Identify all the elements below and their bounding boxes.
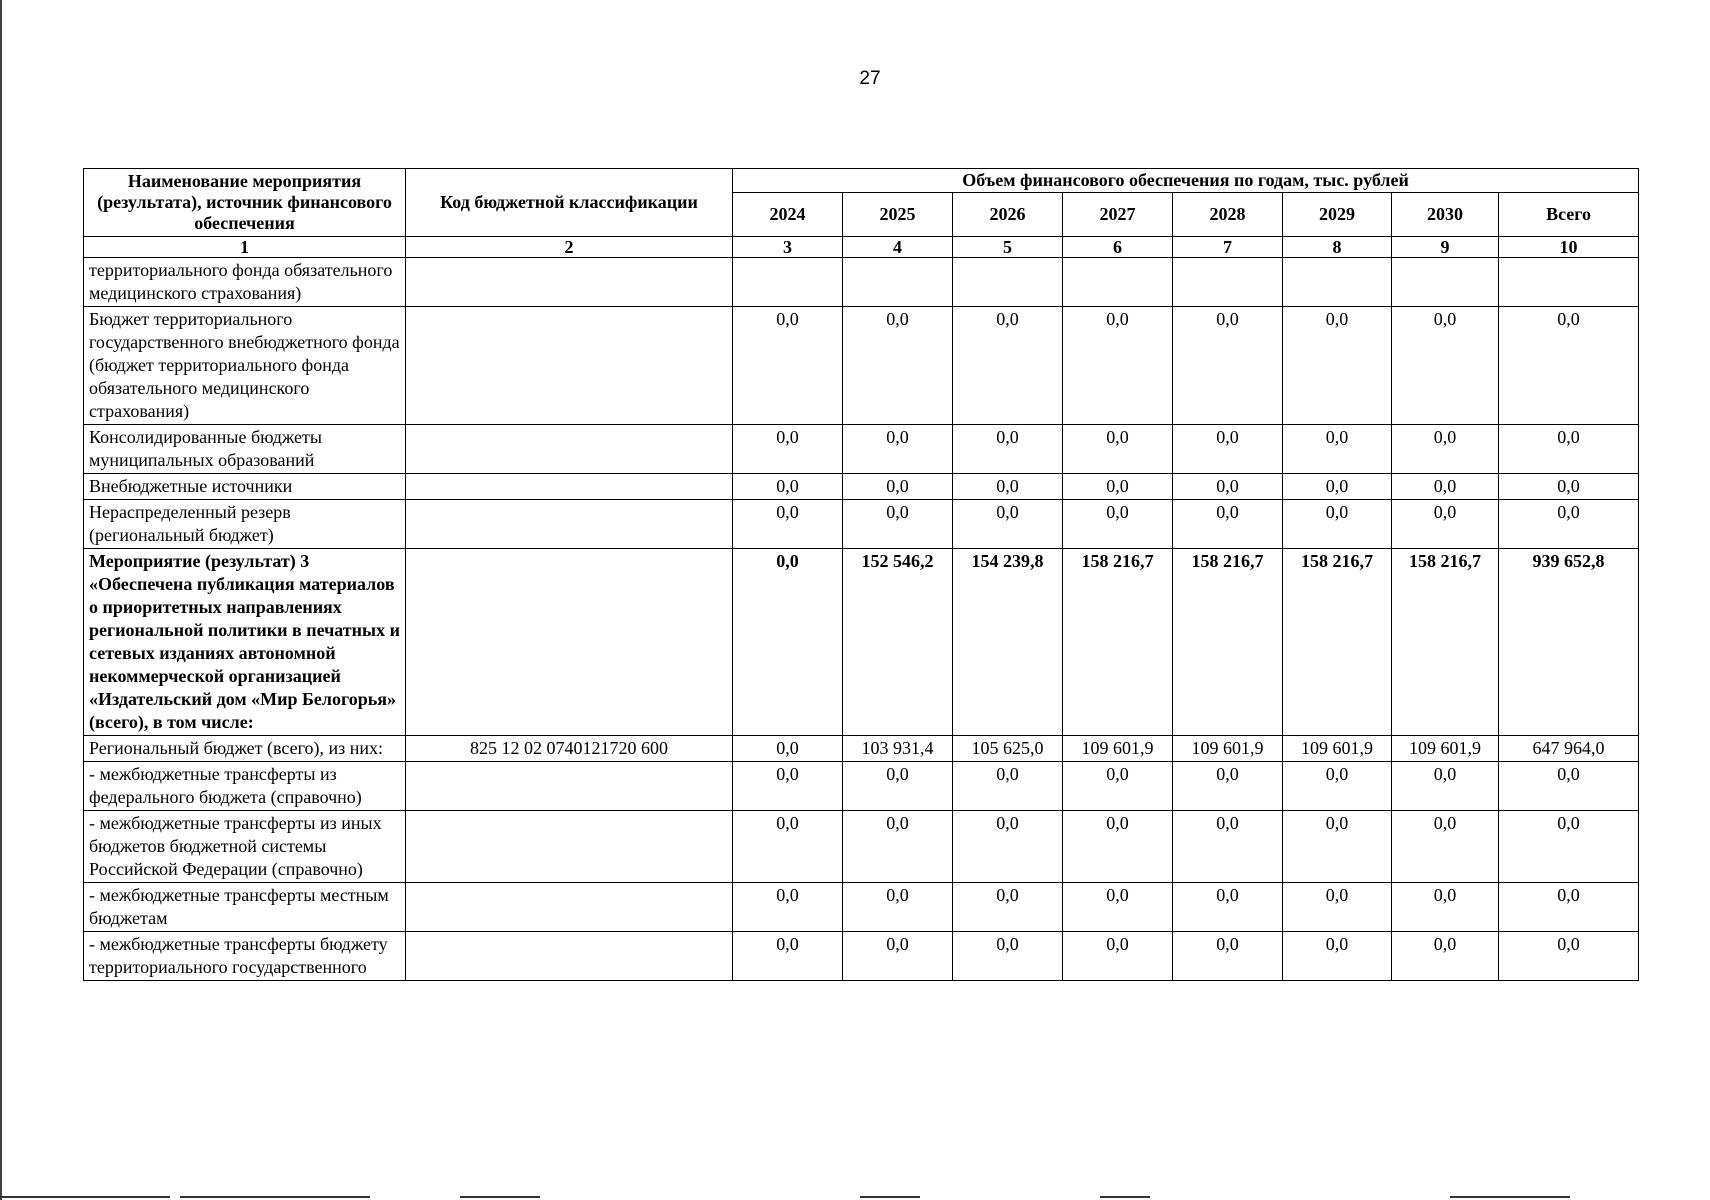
row-year-value: 0,0 — [733, 762, 843, 811]
row-year-value: 0,0 — [733, 474, 843, 500]
row-year-value: 0,0 — [1173, 811, 1283, 883]
row-name: Внебюджетные источники — [84, 474, 406, 500]
row-total-value: 0,0 — [1499, 932, 1639, 981]
row-year-value: 0,0 — [733, 307, 843, 425]
row-total-value: 0,0 — [1499, 811, 1639, 883]
row-name: Бюджет территориального государственного внебюджетного фонда (бюджет территориального фонда обязательного медицинского страхования) — [84, 307, 406, 425]
row-year-value: 0,0 — [733, 932, 843, 981]
column-number: 3 — [733, 237, 843, 258]
page-number: 27 — [859, 68, 881, 89]
row-year-value: 0,0 — [1392, 883, 1499, 932]
row-year-value: 109 601,9 — [1283, 736, 1392, 762]
row-year-value: 0,0 — [1283, 883, 1392, 932]
table-row — [84, 883, 1639, 932]
financing-table — [83, 168, 1639, 981]
row-year-value: 0,0 — [733, 500, 843, 549]
header-year: 2026 — [953, 193, 1063, 237]
row-total-value: 0,0 — [1499, 425, 1639, 474]
header-code: Код бюджетной классификации — [406, 169, 733, 237]
row-year-value: 0,0 — [843, 307, 953, 425]
row-year-value: 0,0 — [1173, 762, 1283, 811]
column-numbers-row — [84, 237, 1639, 258]
row-name: Региональный бюджет (всего), из них: — [84, 736, 406, 762]
row-year-value — [843, 258, 953, 307]
row-year-value: 0,0 — [1392, 762, 1499, 811]
row-year-value: 0,0 — [953, 307, 1063, 425]
row-name: - межбюджетные трансферты бюджету территориального государственного — [84, 932, 406, 981]
table-header — [84, 169, 1639, 237]
row-year-value: 0,0 — [843, 811, 953, 883]
row-year-value: 0,0 — [1283, 932, 1392, 981]
row-code — [406, 762, 733, 811]
row-year-value: 0,0 — [1173, 883, 1283, 932]
column-number: 5 — [953, 237, 1063, 258]
column-number: 6 — [1063, 237, 1173, 258]
row-year-value: 0,0 — [1392, 425, 1499, 474]
row-year-value: 0,0 — [953, 474, 1063, 500]
table-row — [84, 736, 1639, 762]
row-year-value: 0,0 — [1392, 500, 1499, 549]
row-year-value: 0,0 — [1283, 762, 1392, 811]
table-row — [84, 762, 1639, 811]
row-year-value: 0,0 — [1063, 762, 1173, 811]
footer-rule — [180, 1196, 370, 1198]
row-name: Мероприятие (результат) 3 «Обеспечена публикация материалов о приоритетных направлениях региональной политики в печатных и сетевых изданиях автономной некоммерческой организацией «Издательский дом «Мир Белогорья» (всего), в том числе: — [84, 549, 406, 736]
row-year-value: 0,0 — [1063, 932, 1173, 981]
row-year-value: 0,0 — [1283, 500, 1392, 549]
row-code — [406, 500, 733, 549]
row-total-value: 0,0 — [1499, 883, 1639, 932]
row-year-value: 0,0 — [843, 500, 953, 549]
column-number: 8 — [1283, 237, 1392, 258]
row-year-value: 0,0 — [1283, 307, 1392, 425]
row-year-value: 109 601,9 — [1173, 736, 1283, 762]
row-year-value: 0,0 — [1173, 307, 1283, 425]
row-year-value — [1063, 258, 1173, 307]
row-year-value: 105 625,0 — [953, 736, 1063, 762]
row-code — [406, 258, 733, 307]
row-year-value: 0,0 — [953, 811, 1063, 883]
row-year-value: 0,0 — [1283, 425, 1392, 474]
row-year-value: 109 601,9 — [1063, 736, 1173, 762]
header-volume: Объем финансового обеспечения по годам, тыс. рублей — [733, 169, 1639, 193]
scan-edge-line — [0, 0, 2, 1200]
row-year-value: 0,0 — [1063, 811, 1173, 883]
row-year-value: 152 546,2 — [843, 549, 953, 736]
row-year-value: 0,0 — [953, 932, 1063, 981]
row-year-value: 0,0 — [733, 549, 843, 736]
table-row — [84, 307, 1639, 425]
row-year-value: 0,0 — [1173, 932, 1283, 981]
footer-rule — [1450, 1196, 1570, 1198]
row-year-value: 0,0 — [1392, 307, 1499, 425]
row-year-value: 0,0 — [953, 883, 1063, 932]
table-row — [84, 425, 1639, 474]
row-total-value: 0,0 — [1499, 307, 1639, 425]
header-year: 2024 — [733, 193, 843, 237]
column-number: 2 — [406, 237, 733, 258]
table-row — [84, 811, 1639, 883]
footer-rule — [1100, 1196, 1150, 1198]
row-year-value: 0,0 — [843, 932, 953, 981]
row-year-value: 0,0 — [1392, 932, 1499, 981]
column-number: 9 — [1392, 237, 1499, 258]
column-number: 10 — [1499, 237, 1639, 258]
table-row — [84, 932, 1639, 981]
row-year-value: 0,0 — [953, 425, 1063, 474]
row-year-value — [1283, 258, 1392, 307]
row-total-value: 939 652,8 — [1499, 549, 1639, 736]
row-year-value: 0,0 — [843, 883, 953, 932]
row-year-value: 0,0 — [1173, 425, 1283, 474]
header-year: 2025 — [843, 193, 953, 237]
row-total-value: 0,0 — [1499, 474, 1639, 500]
row-year-value: 158 216,7 — [1063, 549, 1173, 736]
row-year-value: 158 216,7 — [1283, 549, 1392, 736]
row-code — [406, 549, 733, 736]
row-year-value: 154 239,8 — [953, 549, 1063, 736]
row-year-value: 158 216,7 — [1392, 549, 1499, 736]
table-row — [84, 549, 1639, 736]
row-total-value: 0,0 — [1499, 500, 1639, 549]
row-name: - межбюджетные трансферты из федерального бюджета (справочно) — [84, 762, 406, 811]
row-year-value: 0,0 — [1173, 474, 1283, 500]
row-year-value: 158 216,7 — [1173, 549, 1283, 736]
row-name: территориального фонда обязательного медицинского страхования) — [84, 258, 406, 307]
header-total: Всего — [1499, 193, 1639, 237]
row-code — [406, 425, 733, 474]
header-name: Наименование мероприятия (результата), источник финансового обеспечения — [84, 169, 406, 237]
row-year-value: 0,0 — [1392, 811, 1499, 883]
row-code — [406, 474, 733, 500]
row-year-value: 0,0 — [733, 736, 843, 762]
row-year-value: 109 601,9 — [1392, 736, 1499, 762]
row-year-value: 0,0 — [1283, 474, 1392, 500]
header-year: 2030 — [1392, 193, 1499, 237]
row-total-value — [1499, 258, 1639, 307]
row-year-value — [1392, 258, 1499, 307]
row-year-value: 0,0 — [1173, 500, 1283, 549]
row-year-value — [953, 258, 1063, 307]
row-code — [406, 307, 733, 425]
row-code: 825 12 02 0740121720 600 — [406, 736, 733, 762]
table-row — [84, 474, 1639, 500]
row-year-value: 0,0 — [843, 425, 953, 474]
column-number: 7 — [1173, 237, 1283, 258]
row-year-value: 0,0 — [1063, 883, 1173, 932]
row-year-value: 0,0 — [733, 883, 843, 932]
footer-rule — [860, 1196, 920, 1198]
row-year-value: 0,0 — [1063, 474, 1173, 500]
row-year-value: 0,0 — [733, 425, 843, 474]
row-year-value: 0,0 — [1392, 474, 1499, 500]
row-year-value: 0,0 — [1063, 425, 1173, 474]
row-year-value — [733, 258, 843, 307]
header-year: 2029 — [1283, 193, 1392, 237]
row-name: Нераспределенный резерв (региональный бюджет) — [84, 500, 406, 549]
row-year-value: 0,0 — [1063, 500, 1173, 549]
row-year-value: 0,0 — [1063, 307, 1173, 425]
row-year-value: 0,0 — [1283, 811, 1392, 883]
row-year-value: 0,0 — [953, 762, 1063, 811]
table-row — [84, 500, 1639, 549]
row-name: Консолидированные бюджеты муниципальных образований — [84, 425, 406, 474]
column-number: 4 — [843, 237, 953, 258]
footer-rule — [460, 1196, 540, 1198]
row-total-value: 0,0 — [1499, 762, 1639, 811]
row-year-value: 0,0 — [843, 474, 953, 500]
header-year: 2028 — [1173, 193, 1283, 237]
row-code — [406, 883, 733, 932]
table-row — [84, 258, 1639, 307]
table-body — [84, 237, 1639, 981]
header-year: 2027 — [1063, 193, 1173, 237]
row-code — [406, 811, 733, 883]
row-total-value: 647 964,0 — [1499, 736, 1639, 762]
row-name: - межбюджетные трансферты местным бюджетам — [84, 883, 406, 932]
row-year-value: 103 931,4 — [843, 736, 953, 762]
row-year-value: 0,0 — [733, 811, 843, 883]
row-code — [406, 932, 733, 981]
footer-rule — [0, 1196, 170, 1198]
row-year-value: 0,0 — [953, 500, 1063, 549]
row-name: - межбюджетные трансферты из иных бюджетов бюджетной системы Российской Федерации (справочно) — [84, 811, 406, 883]
row-year-value — [1173, 258, 1283, 307]
row-year-value: 0,0 — [843, 762, 953, 811]
column-number: 1 — [84, 237, 406, 258]
